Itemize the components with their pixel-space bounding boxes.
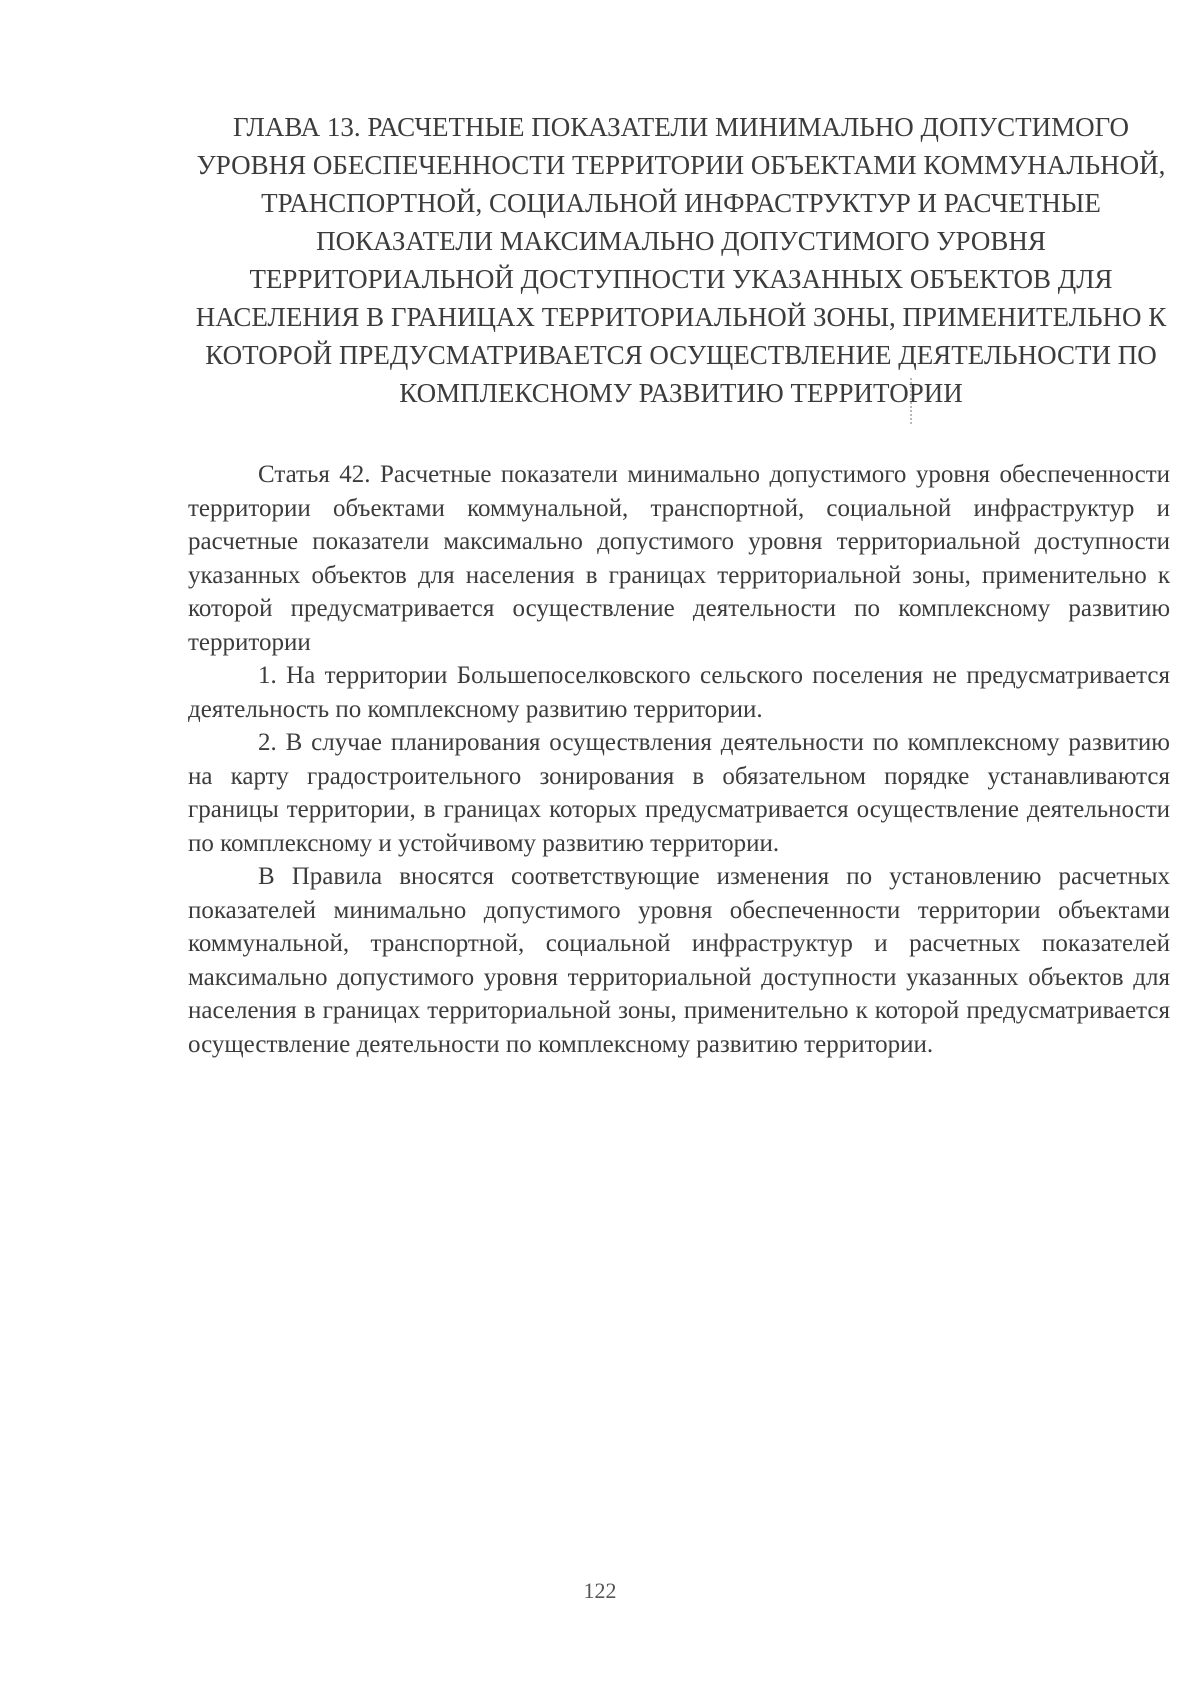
article-heading-paragraph: Статья 42. Расчетные показатели минимально допустимого уровня обеспеченности территории объектами коммунальной, транспортной, социальной инфраструктур и расчетные показатели максимально допустимого уровня территориальной доступности указанных объектов для населения в границах территориальной зоны, применительно к которой предусматривается осуществление деятельности по комплексному развитию территории bbox=[188, 461, 1170, 656]
paragraph-item-2: 2. В случае планирования осуществления деятельности по комплексному развитию на карту градостроительного зонирования в обязательном порядке устанавливаются границы территории, в границах которых предусматривается осуществление деятельности по комплексному и устойчивому развитию территории. bbox=[188, 729, 1170, 857]
paragraph-item-1: 1. На территории Большепоселковского сельского поселения не предусматривается деятельность по комплексному развитию территории. bbox=[188, 662, 1170, 723]
page-number: 122 bbox=[583, 1578, 617, 1603]
scan-artifact bbox=[910, 378, 914, 424]
chapter-title: ГЛАВА 13. РАСЧЕТНЫЕ ПОКАЗАТЕЛИ МИНИМАЛЬНО ДОПУСТИМОГО УРОВНЯ ОБЕСПЕЧЕННОСТИ ТЕРРИТОРИИ ОБЪЕКТАМИ КОММУНАЛЬНОЙ, ТРАНСПОРТНОЙ, СОЦИАЛЬНОЙ ИНФРАСТРУКТУР И РАСЧЕТНЫЕ ПОКАЗАТЕЛИ МАКСИМАЛЬНО ДОПУСТИМОГО УРОВНЯ ТЕРРИТОРИАЛЬНОЙ ДОСТУПНОСТИ УКАЗАННЫХ ОБЪЕКТОВ ДЛЯ НАСЕЛЕНИЯ В ГРАНИЦАХ ТЕРРИТОРИАЛЬНОЙ ЗОНЫ, ПРИМЕНИТЕЛЬНО К КОТОРОЙ ПРЕДУСМАТРИВАЕТСЯ ОСУЩЕСТВЛЕНИЕ ДЕЯТЕЛЬНОСТИ ПО КОМПЛЕКСНОМУ РАЗВИТИЮ ТЕРРИТОРИИ bbox=[195, 112, 1167, 408]
paragraph-rules-amendment: В Правила вносятся соответствующие изменения по установлению расчетных показателей минимально допустимого уровня обеспеченности территории объектами коммунальной, транспортной, социальной инфраструктур и расчетных показателей максимально допустимого уровня территориальной доступности указанных объектов для населения в границах территориальной зоны, применительно к которой предусматривается осуществление деятельности по комплексному развитию территории. bbox=[188, 863, 1170, 1058]
body-text bbox=[188, 458, 1170, 1061]
